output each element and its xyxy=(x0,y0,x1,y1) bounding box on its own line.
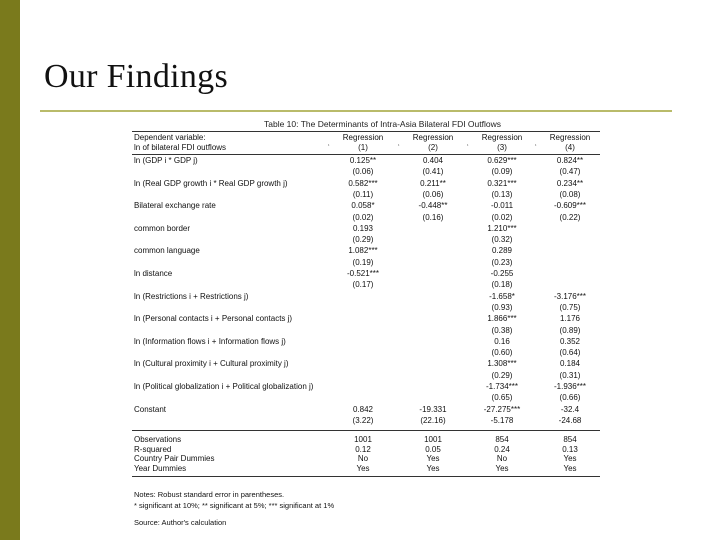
table-cell: (0.29) xyxy=(352,235,374,245)
table-caption: Table 10: The Determinants of Intra-Asia Bilateral FDI Outflows xyxy=(264,119,501,129)
table-cell: No xyxy=(357,454,369,464)
col-number-3: (3) xyxy=(497,143,507,152)
table-cell: (0.89) xyxy=(559,325,581,335)
dependent-variable-name: ln of bilateral FDI outflows xyxy=(134,143,227,152)
table-cell: (0.60) xyxy=(491,348,513,358)
table-cell: -27.275*** xyxy=(483,404,521,414)
stats-row xyxy=(132,435,600,445)
table-cell: (0.38) xyxy=(491,325,513,335)
row-label: ln (Information flows i + Information flows j) xyxy=(134,336,286,346)
table-notes: Notes: Robust standard error in parentheses. xyxy=(134,490,285,499)
row-label: ln (Restrictions i + Restrictions j) xyxy=(134,291,249,301)
table-cell: Yes xyxy=(563,454,577,464)
row-label: common language xyxy=(134,246,200,256)
col-number-2: (2) xyxy=(428,143,438,152)
table-cell: 1001 xyxy=(424,435,442,445)
row-label: Country Pair Dummies xyxy=(134,454,215,464)
table-row xyxy=(132,359,600,369)
table-cell: -0.448** xyxy=(418,201,448,211)
tick-mark: ‘ xyxy=(535,144,537,151)
table-cell: 1001 xyxy=(354,435,372,445)
table-cell: Yes xyxy=(426,454,440,464)
header-row-1 xyxy=(132,133,600,143)
table-cell: 1.176 xyxy=(559,314,581,324)
table-cell: 0.16 xyxy=(494,336,510,346)
table-cell: (0.93) xyxy=(491,302,513,312)
table-cell: (0.18) xyxy=(491,280,513,290)
table-cell: (0.08) xyxy=(559,189,581,199)
table-row xyxy=(132,213,600,223)
slide-sidebar-bar xyxy=(0,0,20,540)
col-number-4: (4) xyxy=(565,143,575,152)
row-label: ln (Political globalization i + Political globalization j) xyxy=(134,382,314,391)
tick-mark: ‘ xyxy=(398,144,400,151)
row-label: Bilateral exchange rate xyxy=(134,201,216,211)
table-cell: (0.75) xyxy=(559,302,581,312)
significance-note: * significant at 10%; ** significant at 5%; *** significant at 1% xyxy=(134,501,335,510)
table-row xyxy=(132,348,600,358)
table-cell: (0.32) xyxy=(491,235,513,245)
table-cell: 0.582*** xyxy=(348,178,378,188)
table-cell: (0.31) xyxy=(559,370,581,380)
col-number-1: (1) xyxy=(358,143,368,152)
table-cell: -32.4 xyxy=(560,404,580,414)
table-row xyxy=(132,190,600,200)
table-row xyxy=(132,258,600,268)
table-cell: (0.19) xyxy=(352,257,374,267)
table-row xyxy=(132,167,600,177)
body-rule xyxy=(132,430,600,431)
table-cell: -1.734*** xyxy=(485,382,519,391)
table-cell: 0.24 xyxy=(494,444,510,454)
table-cell: No xyxy=(496,454,508,464)
table-cell: 854 xyxy=(495,435,509,445)
table-cell: 0.404 xyxy=(422,156,444,165)
row-label: Constant xyxy=(134,404,167,414)
table-cell: -0.255 xyxy=(490,269,514,278)
table-cell: 854 xyxy=(563,435,577,445)
table-cell: 0.321*** xyxy=(487,178,517,188)
table-cell: 0.193 xyxy=(352,223,374,233)
table-row xyxy=(132,405,600,415)
table-row xyxy=(132,326,600,336)
table-cell: 0.352 xyxy=(559,336,581,346)
stats-row xyxy=(132,454,600,464)
col-header-2: Regression xyxy=(412,133,454,142)
table-cell: 0.058* xyxy=(351,201,375,211)
row-label: R-squared xyxy=(134,444,172,454)
table-cell: (0.02) xyxy=(352,212,374,222)
row-label: ln (Personal contacts i + Personal contacts j) xyxy=(134,314,293,324)
table-cell: 0.842 xyxy=(352,404,374,414)
table-cell: -3.176*** xyxy=(553,291,587,301)
title-underline xyxy=(40,110,672,112)
table-cell: (0.13) xyxy=(491,189,513,199)
table-cell: -5.178 xyxy=(490,415,514,425)
table-cell: -24.68 xyxy=(558,415,582,425)
table-cell: 1.210*** xyxy=(487,223,517,233)
table-cell: 0.289 xyxy=(491,246,513,256)
table-cell: -0.609*** xyxy=(553,201,587,211)
table-cell: (3.22) xyxy=(352,415,374,425)
table-cell: (0.64) xyxy=(559,348,581,358)
col-header-3: Regression xyxy=(481,133,523,142)
row-label: ln distance xyxy=(134,269,173,278)
table-row xyxy=(132,314,600,324)
table-cell: (0.65) xyxy=(491,393,513,403)
table-row xyxy=(132,179,600,189)
slide-title: Our Findings xyxy=(44,58,229,95)
source-note: Source: Author's calculation xyxy=(134,518,227,527)
table-cell: Yes xyxy=(495,463,509,473)
table-row xyxy=(132,382,600,392)
table-cell: -0.011 xyxy=(490,201,514,211)
tick-mark: ‘ xyxy=(328,144,330,151)
table-cell: (0.02) xyxy=(491,212,513,222)
table-cell: 0.125** xyxy=(349,156,377,165)
table-cell: 0.211** xyxy=(420,178,446,188)
row-label: ln (Real GDP growth i * Real GDP growth j) xyxy=(134,178,288,188)
table-cell: -1.658* xyxy=(489,291,515,301)
table-row xyxy=(132,201,600,211)
table-cell: (0.22) xyxy=(559,212,581,222)
table-row xyxy=(132,246,600,256)
table-cell: 1.082*** xyxy=(348,246,378,256)
table-cell: (0.16) xyxy=(422,212,444,222)
table-row xyxy=(132,371,600,381)
table-cell: (0.11) xyxy=(352,189,374,199)
col-header-1: Regression xyxy=(342,133,384,142)
table-cell: Yes xyxy=(563,463,577,473)
table-cell: 0.184 xyxy=(559,359,581,369)
stats-row xyxy=(132,445,600,455)
row-label: ln (GDP i * GDP j) xyxy=(134,156,198,165)
table-row xyxy=(132,337,600,347)
stats-row xyxy=(132,464,600,474)
table-bottom-rule xyxy=(132,476,600,477)
table-cell: 1.866*** xyxy=(487,314,517,324)
table-row xyxy=(132,235,600,245)
table-row xyxy=(132,280,600,290)
table-row xyxy=(132,224,600,234)
table-cell: 0.12 xyxy=(355,444,371,454)
table-cell: (0.66) xyxy=(559,393,581,403)
col-header-4: Regression xyxy=(549,133,591,142)
table-cell: 0.05 xyxy=(425,444,441,454)
row-label: ln (Cultural proximity i + Cultural proximity j) xyxy=(134,359,289,369)
header-rule xyxy=(132,154,600,155)
row-label: Observations xyxy=(134,435,182,445)
table-cell: Yes xyxy=(356,463,370,473)
table-top-rule xyxy=(132,131,600,132)
table-cell: (0.41) xyxy=(422,167,444,177)
table-row xyxy=(132,416,600,426)
table-row xyxy=(132,303,600,313)
table-cell: 0.234** xyxy=(556,178,584,188)
table-cell: (0.06) xyxy=(352,167,374,177)
table-cell: -19.331 xyxy=(419,404,447,414)
table-cell: (0.06) xyxy=(422,189,444,199)
table-cell: (0.09) xyxy=(491,167,513,177)
table-cell: -1.936*** xyxy=(553,382,587,391)
table-row xyxy=(132,156,600,166)
table-cell: (0.29) xyxy=(491,370,513,380)
table-cell: (0.17) xyxy=(352,280,374,290)
table-cell: 0.13 xyxy=(562,444,578,454)
table-cell: -0.521*** xyxy=(346,269,380,278)
table-cell: 0.824** xyxy=(556,156,584,165)
table-cell: (0.47) xyxy=(559,167,581,177)
row-label: Year Dummies xyxy=(134,463,187,473)
header-row-2 xyxy=(132,143,600,153)
table-row xyxy=(132,292,600,302)
table-cell: (0.23) xyxy=(491,257,513,267)
table-cell: Yes xyxy=(426,463,440,473)
row-label: common border xyxy=(134,223,191,233)
tick-mark: ‘ xyxy=(467,144,469,151)
table-cell: (22.16) xyxy=(420,415,446,425)
table-cell: 0.629*** xyxy=(487,156,517,165)
table-cell: 1.308*** xyxy=(487,359,517,369)
table-row xyxy=(132,393,600,403)
table-row xyxy=(132,269,600,279)
dependent-variable-label: Dependent variable: xyxy=(134,133,206,142)
